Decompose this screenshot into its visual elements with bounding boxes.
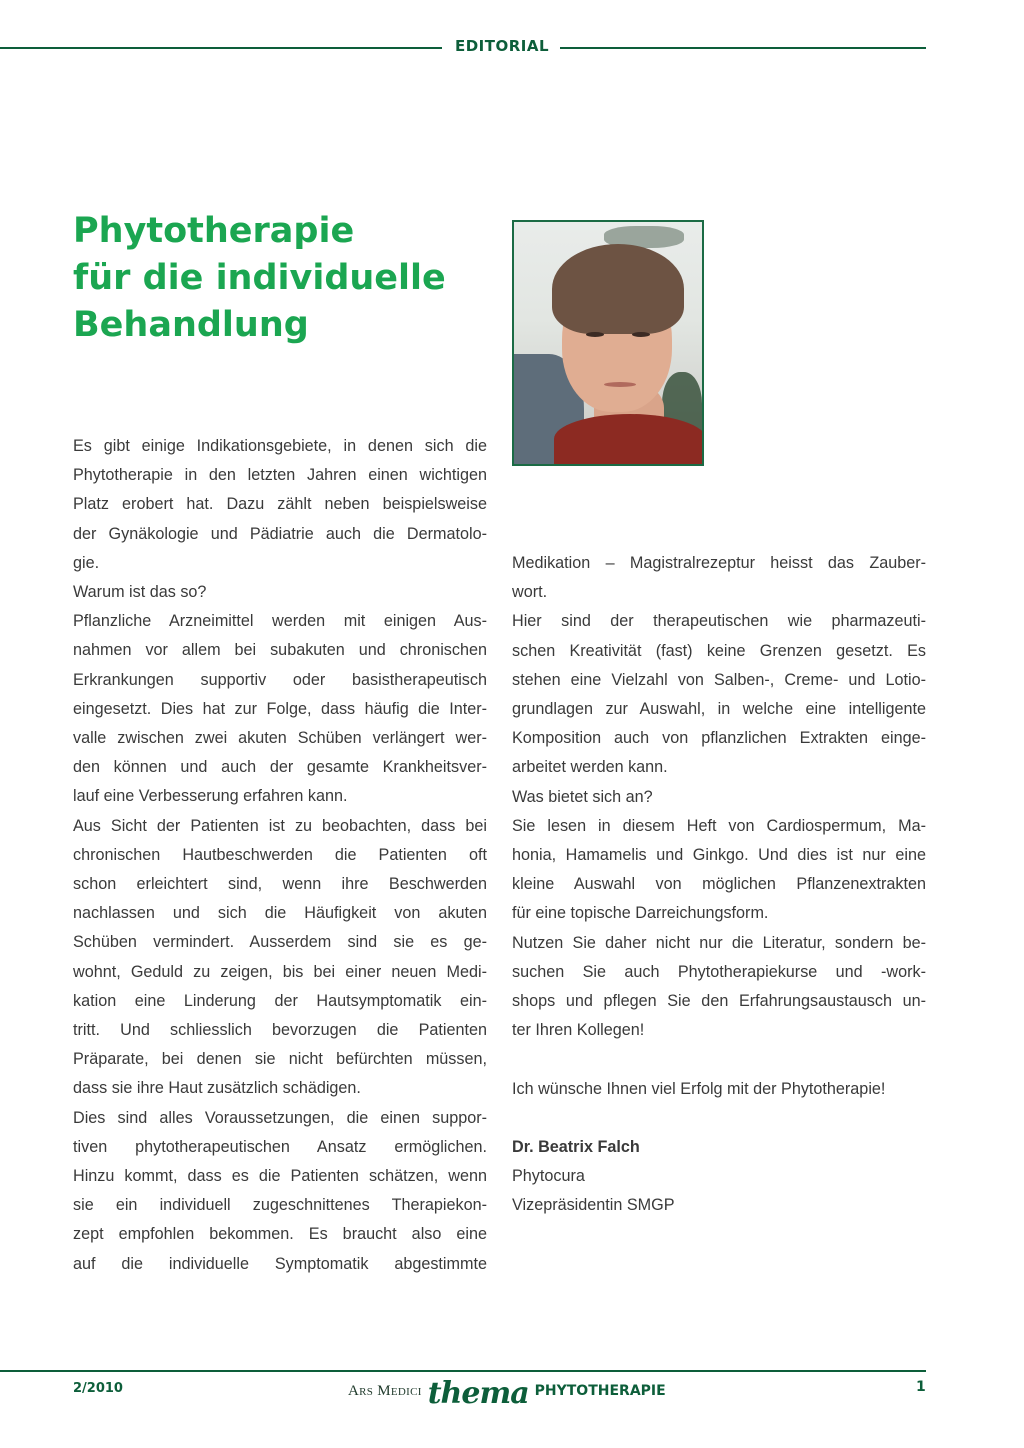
author-portrait	[512, 220, 704, 466]
footer-rule	[0, 1370, 926, 1372]
footer-section-label: PHYTOTHERAPIE	[534, 1383, 666, 1399]
issue-number: 2/2010	[73, 1381, 123, 1396]
portrait-dress	[554, 414, 704, 464]
text-line: Aus Sicht der Patienten ist zu beobachten, dass bei	[73, 816, 487, 835]
publication-logo	[348, 1373, 666, 1409]
text-line: Warum ist das so?	[73, 583, 207, 602]
text-line: lauf eine Verbesserung erfahren kann.	[73, 787, 348, 806]
ars-medici-wordmark: Ars Medici	[348, 1382, 422, 1399]
text-line: auf die individuelle Symptomatik abgestimmte	[73, 1254, 487, 1273]
text-line: wohnt, Geduld zu zeigen, bis bei einer neuen Medi-	[73, 962, 487, 981]
portrait-eye	[632, 332, 650, 337]
page-number: 1	[916, 1379, 926, 1395]
text-line: tiven phytotherapeutischen Ansatz ermöglichen.	[73, 1137, 487, 1156]
text-line: shops und pflegen Sie den Erfahrungsaustausch un-	[512, 992, 926, 1011]
text-line: Pflanzliche Arzneimittel werden mit einigen Aus-	[73, 612, 487, 631]
text-line: arbeitet werden kann.	[512, 758, 668, 777]
text-line: honia, Hamamelis und Ginkgo. Und dies ist nur eine	[512, 846, 926, 865]
closing-line: Ich wünsche Ihnen viel Erfolg mit der Phytotherapie!	[512, 1079, 886, 1098]
thema-wordmark: thema	[427, 1375, 529, 1411]
title-line: Behandlung	[73, 305, 309, 345]
text-line: suchen Sie auch Phytotherapiekurse und -work-	[512, 962, 926, 981]
text-line: Schüben vermindert. Ausserdem sind sie es ge-	[73, 933, 487, 952]
text-line: kleine Auswahl von möglichen Pflanzenextrakten	[512, 875, 926, 894]
text-line: der Gynäkologie und Pädiatrie auch die Dermatolo-	[73, 524, 487, 543]
text-line: stehen eine Vielzahl von Salben-, Creme- und Lotio-	[512, 670, 926, 689]
header-rule-left	[0, 47, 442, 49]
text-line: schen Kreativität (fast) keine Grenzen gesetzt. Es	[512, 641, 926, 660]
portrait-hair	[552, 244, 684, 334]
text-line: kation eine Linderung der Hautsymptomatik ein-	[73, 991, 487, 1010]
text-line: valle zwischen zwei akuten Schüben verlängert wer-	[73, 729, 487, 748]
text-line: Platz erobert hat. Dazu zählt neben beispielsweise	[73, 495, 487, 514]
text-line: grundlagen zur Auswahl, in welche eine intelligente	[512, 700, 926, 719]
text-line: tritt. Und schliesslich bevorzugen die Patienten	[73, 1021, 487, 1040]
article-title	[73, 208, 446, 349]
text-line: Es gibt einige Indikationsgebiete, in denen sich die	[73, 437, 487, 455]
portrait-eye	[586, 332, 604, 337]
signature-name: Dr. Beatrix Falch	[512, 1138, 640, 1157]
text-line: eingesetzt. Dies hat zur Folge, dass häufig die Inter-	[73, 699, 487, 718]
text-line: chronischen Hautbeschwerden die Patienten oft	[73, 845, 487, 864]
text-line: Hier sind der therapeutischen wie pharmazeuti-	[512, 612, 926, 631]
text-line: sie ein individuell zugeschnittenes Therapiekon-	[73, 1196, 487, 1215]
text-line: nachlassen und sich die Häufigkeit von akuten	[73, 904, 487, 923]
signature-role: Vizepräsidentin SMGP	[512, 1196, 675, 1215]
text-line: schon erleichtert sind, wenn ihre Beschwerden	[73, 875, 487, 894]
text-line: für eine topische Darreichungsform.	[512, 904, 769, 923]
text-line: Sie lesen in diesem Heft von Cardiospermum, Ma-	[512, 816, 926, 835]
text-line: Phytotherapie in den letzten Jahren einen wichtigen	[73, 466, 487, 485]
text-line: ter Ihren Kollegen!	[512, 1021, 645, 1040]
text-line: Erkrankungen supportiv oder basistherapeutisch	[73, 670, 487, 689]
signature-organization: Phytocura	[512, 1167, 585, 1186]
portrait-mouth	[604, 382, 636, 387]
text-line: Medikation – Magistralrezeptur heisst das Zauber-	[512, 554, 926, 572]
section-label: EDITORIAL	[454, 37, 550, 55]
text-line: Präparate, bei denen sie nicht befürchten müssen,	[73, 1050, 487, 1069]
text-line: Was bietet sich an?	[512, 787, 653, 806]
text-line: Komposition auch von pflanzlichen Extrakten einge-	[512, 729, 926, 748]
title-line: Phytotherapie	[73, 211, 355, 251]
text-line: Dies sind alles Voraussetzungen, die einen suppor-	[73, 1108, 487, 1127]
text-line: den können und auch der gesamte Krankheitsver-	[73, 758, 487, 777]
body-column-right	[512, 549, 926, 1221]
title-line: für die individuelle	[73, 258, 446, 298]
text-line: Hinzu kommt, dass es die Patienten schätzen, wenn	[73, 1167, 487, 1186]
paragraph-spacer	[512, 1045, 926, 1074]
text-line: zept empfohlen bekommen. Es braucht also eine	[73, 1225, 487, 1244]
text-line: nahmen vor allem bei subakuten und chronischen	[73, 641, 487, 660]
text-line: Nutzen Sie daher nicht nur die Literatur, sondern be-	[512, 933, 926, 952]
body-column-left	[73, 432, 487, 1279]
text-line: wort.	[512, 583, 548, 602]
text-line: dass sie ihre Haut zusätzlich schädigen.	[73, 1079, 361, 1098]
paragraph-spacer	[512, 1104, 926, 1133]
text-line: gie.	[73, 553, 100, 572]
header-rule-right	[560, 47, 926, 49]
